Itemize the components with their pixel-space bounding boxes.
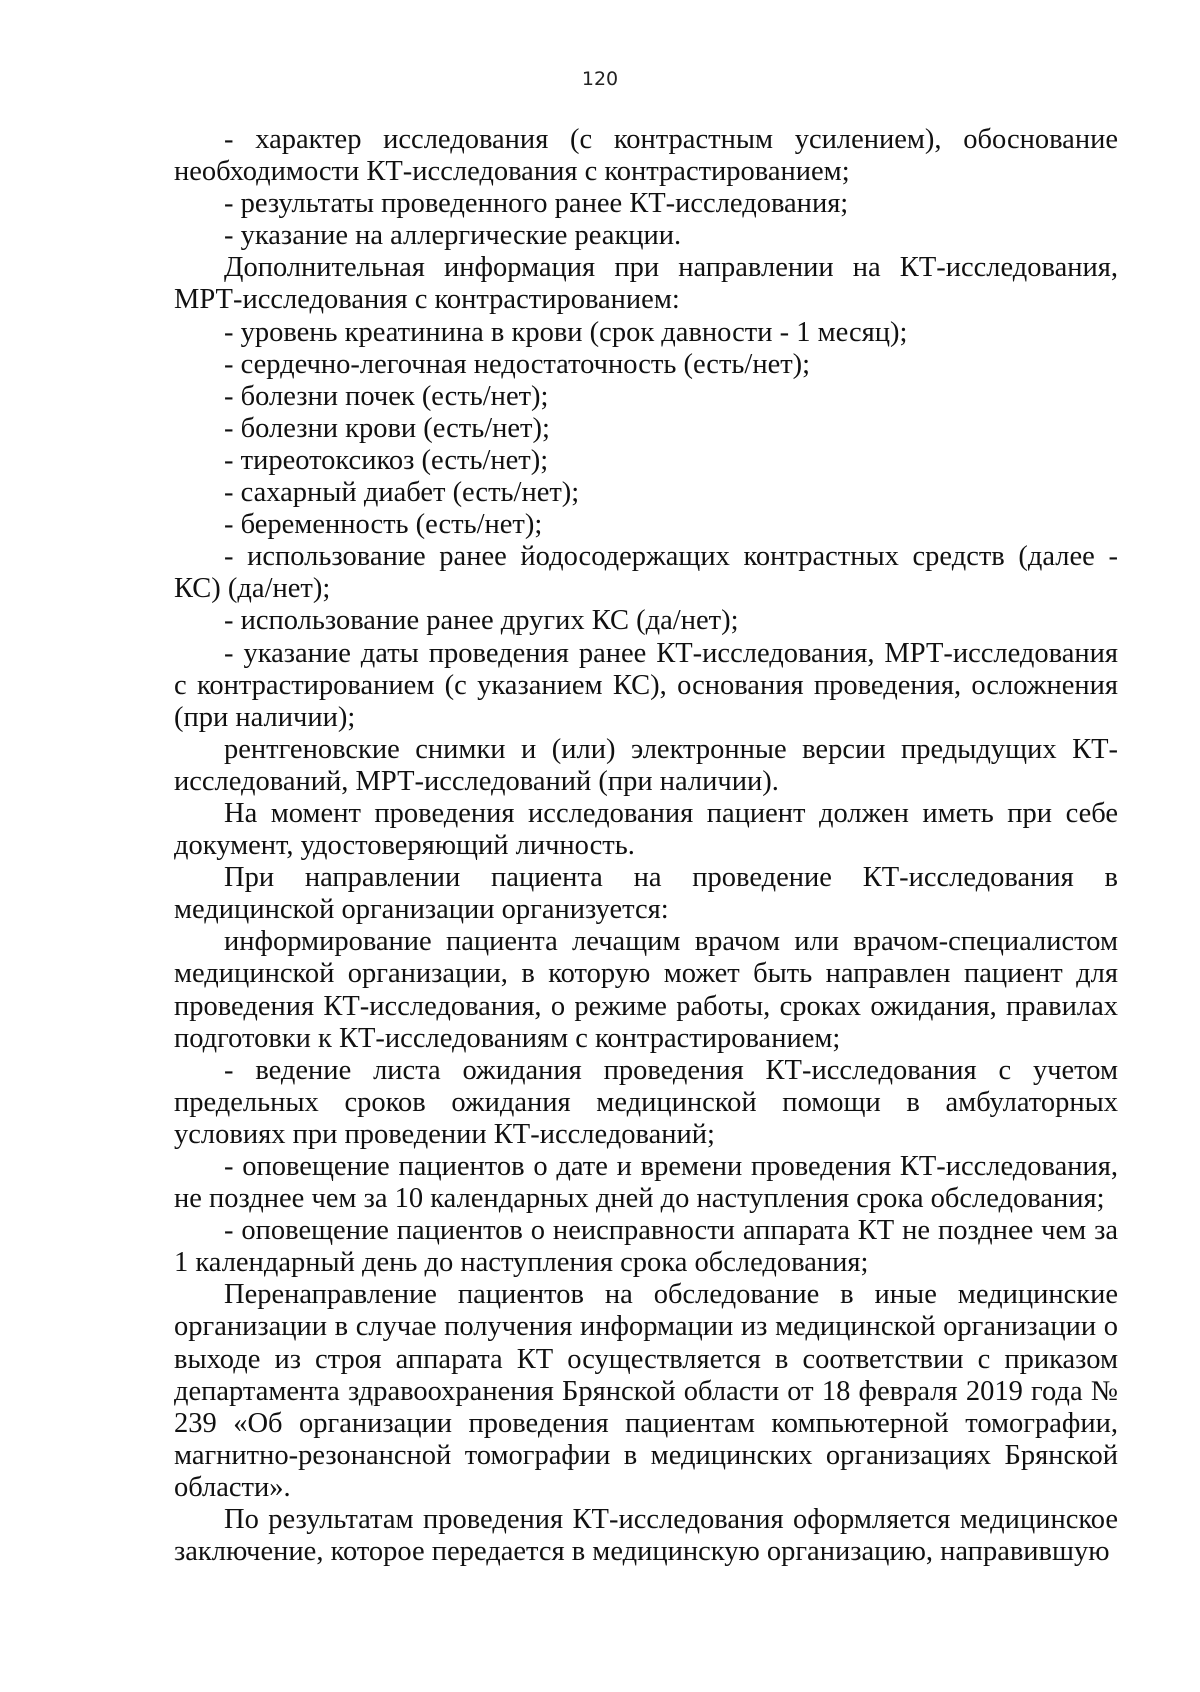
document-body — [174, 124, 1118, 1568]
paragraph: - указание даты проведения ранее КТ-исследования, МРТ-исследования с контрастированием (с указанием КС), основания проведения, осложнения (при наличии); — [174, 637, 1118, 733]
page-number: 120 — [581, 68, 619, 90]
paragraph: - тиреотоксикоз (есть/нет); — [224, 444, 549, 476]
paragraph: - ведение листа ожидания проведения КТ-исследования с учетом предельных сроков ожидания медицинской помощи в амбулаторных условиях при проведении КТ-исследований; — [174, 1054, 1118, 1150]
paragraph: - сердечно-легочная недостаточность (есть/нет); — [224, 348, 811, 380]
paragraph: По результатам проведения КТ-исследования оформляется медицинское заключение, которое передается в медицинскую организацию, направившую — [174, 1504, 1118, 1568]
paragraph: - оповещение пациентов о неисправности аппарата КТ не позднее чем за 1 календарный день до наступления срока обследования; — [174, 1215, 1118, 1279]
paragraph: - результаты проведенного ранее КТ-исследования; — [224, 188, 849, 220]
paragraph: На момент проведения исследования пациент должен иметь при себе документ, удостоверяющий личность. — [174, 797, 1118, 862]
paragraph: - использование ранее йодосодержащих контрастных средств (далее - КС) (да/нет); — [174, 541, 1118, 605]
paragraph: - болезни крови (есть/нет); — [224, 412, 550, 444]
paragraph: информирование пациента лечащим врачом или врачом-специалистом медицинской организации, в которую может быть направлен пациент для проведения КТ-исследования, о режиме работы, сроках ожидания, правилах подготовки к КТ-исследованиям с контрастированием; — [174, 926, 1118, 1054]
paragraph: - уровень креатинина в крови (срок давности - 1 месяц); — [224, 316, 908, 348]
paragraph: - болезни почек (есть/нет); — [224, 380, 549, 412]
paragraph: Перенаправление пациентов на обследование в иные медицинские организации в случае получения информации из медицинской организации о выходе из строя аппарата КТ осуществляется в соответствии с приказом департамента здравоохранения Брянской области от 18 февраля 2019 года № 239 «Об организации проведения пациентам компьютерной томографии, магнитно-резонансной томографии в медицинских организациях Брянской области». — [174, 1279, 1118, 1503]
paragraph: При направлении пациента на проведение КТ-исследования в медицинской организации организуется: — [174, 862, 1118, 926]
paragraph: рентгеновские снимки и (или) электронные версии предыдущих КТ-исследований, МРТ-исследований (при наличии). — [174, 733, 1118, 797]
paragraph: - использование ранее других КС (да/нет); — [224, 605, 739, 637]
paragraph: - сахарный диабет (есть/нет); — [224, 477, 580, 509]
paragraph: - характер исследования (с контрастным усилением), обоснование необходимости КТ-исследования с контрастированием; — [174, 124, 1118, 188]
paragraph: - беременность (есть/нет); — [224, 509, 543, 541]
paragraph: Дополнительная информация при направлении на КТ-исследования, МРТ-исследования с контрастированием: — [174, 252, 1118, 316]
paragraph: - оповещение пациентов о дате и времени проведения КТ-исследования, не позднее чем за 10 календарных дней до наступления срока обследования; — [174, 1151, 1118, 1215]
paragraph: - указание на аллергические реакции. — [224, 220, 682, 252]
